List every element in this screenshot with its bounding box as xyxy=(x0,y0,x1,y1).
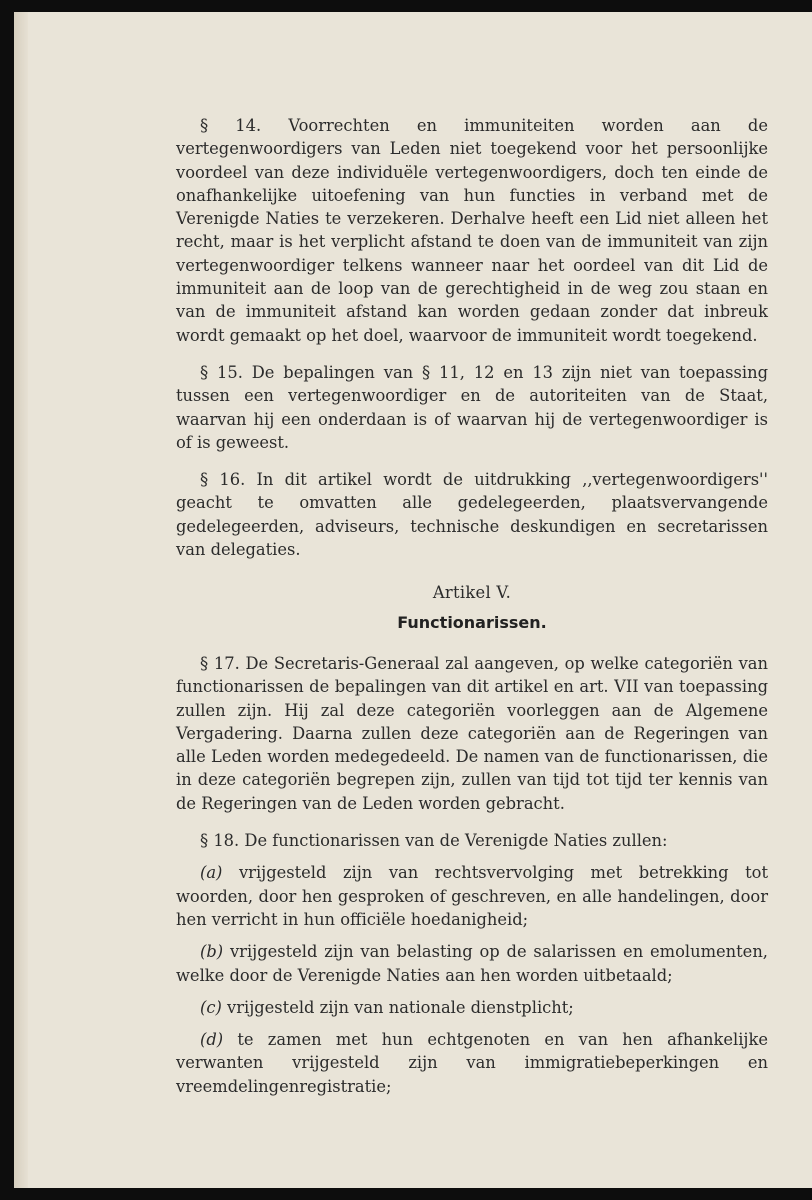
section-heading: Functionarissen. xyxy=(397,612,547,632)
list-item-label: (b) xyxy=(200,942,224,962)
list-item-label: (d) xyxy=(200,1030,224,1050)
list-item-text: te zamen met hun echtgenoten en van hen afhankelijke verwanten vrijgesteld zijn van immigratiebeperkingen en vreemdelingenregistratie; xyxy=(176,1030,768,1096)
list-item-label: (c) xyxy=(200,997,222,1017)
paragraph-16: § 16. In dit artikel wordt de uitdrukking ,,vertegenwoordigers'' geacht te omvatten alle gedelegeerden, plaatsvervangende gedelegeerden, adviseurs, technische deskundigen en secretarissen van delegaties. xyxy=(176,470,768,560)
article-title: Artikel V. xyxy=(432,583,512,603)
paragraph-15: § 15. De bepalingen van § 11, 12 en 13 zijn niet van toepassing tussen een vertegenwoordiger en de autoriteiten van de Staat, waarvan hij een onderdaan is of waarvan hij de vertegenwoordiger is of is geweest. xyxy=(176,362,768,452)
list-item-label: (a) xyxy=(200,863,223,883)
list-item-text: vrijgesteld zijn van nationale dienstplicht; xyxy=(227,997,574,1017)
paragraph-17: § 17. De Secretaris-Generaal zal aangeven, op welke categoriën van functionarissen de bepalingen van dit artikel en art. VII van toepassing zullen zijn. Hij zal deze categoriën voorleggen aan de Algemene Vergadering. Daarna zullen deze categoriën aan de Regeringen van alle Leden worden medegedeeld. De namen van de functionarissen, die in deze categoriën begrepen zijn, zullen van tijd tot tijd ter kennis van de Regeringen van de Leden worden gebracht. xyxy=(176,653,768,813)
list-item-a xyxy=(176,861,768,931)
list-item-d xyxy=(176,1028,768,1098)
page-binding-edge xyxy=(14,12,28,1188)
document-text xyxy=(176,114,768,1098)
list-item-c xyxy=(176,996,768,1019)
paragraph-14: § 14. Voorrechten en immuniteiten worden aan de vertegenwoordigers van Leden niet toegekend voor het persoonlijke voordeel van deze individuële vertegenwoordigers, doch ten einde de onafhankelijke uitoefening van hun functies in verband met de Verenigde Naties te verzekeren. Derhalve heeft een Lid niet alleen het recht, maar is het verplicht afstand te doen van de immuniteit van zijn vertegenwoordiger telkens wanneer naar het oordeel van dit Lid de immuniteit aan de loop van de gerechtigheid in de weg zou staan en van de immuniteit afstand kan worden gedaan zonder dat inbreuk wordt gemaakt op het doel, waarvoor de immuniteit wordt toegekend. xyxy=(176,116,768,345)
list-item-text: vrijgesteld zijn van belasting op de salarissen en emolumenten, welke door de Verenigde Naties aan hen worden uitbetaald; xyxy=(176,942,768,985)
list-item-text: vrijgesteld zijn van rechtsvervolging met betrekking tot woorden, door hen gesproken of geschreven, en alle handelingen, door hen verricht in hun officiële hoedanigheid; xyxy=(176,863,768,929)
paragraph-18: § 18. De functionarissen van de Verenigde Naties zullen: xyxy=(200,831,668,851)
list-item-b xyxy=(176,940,768,987)
